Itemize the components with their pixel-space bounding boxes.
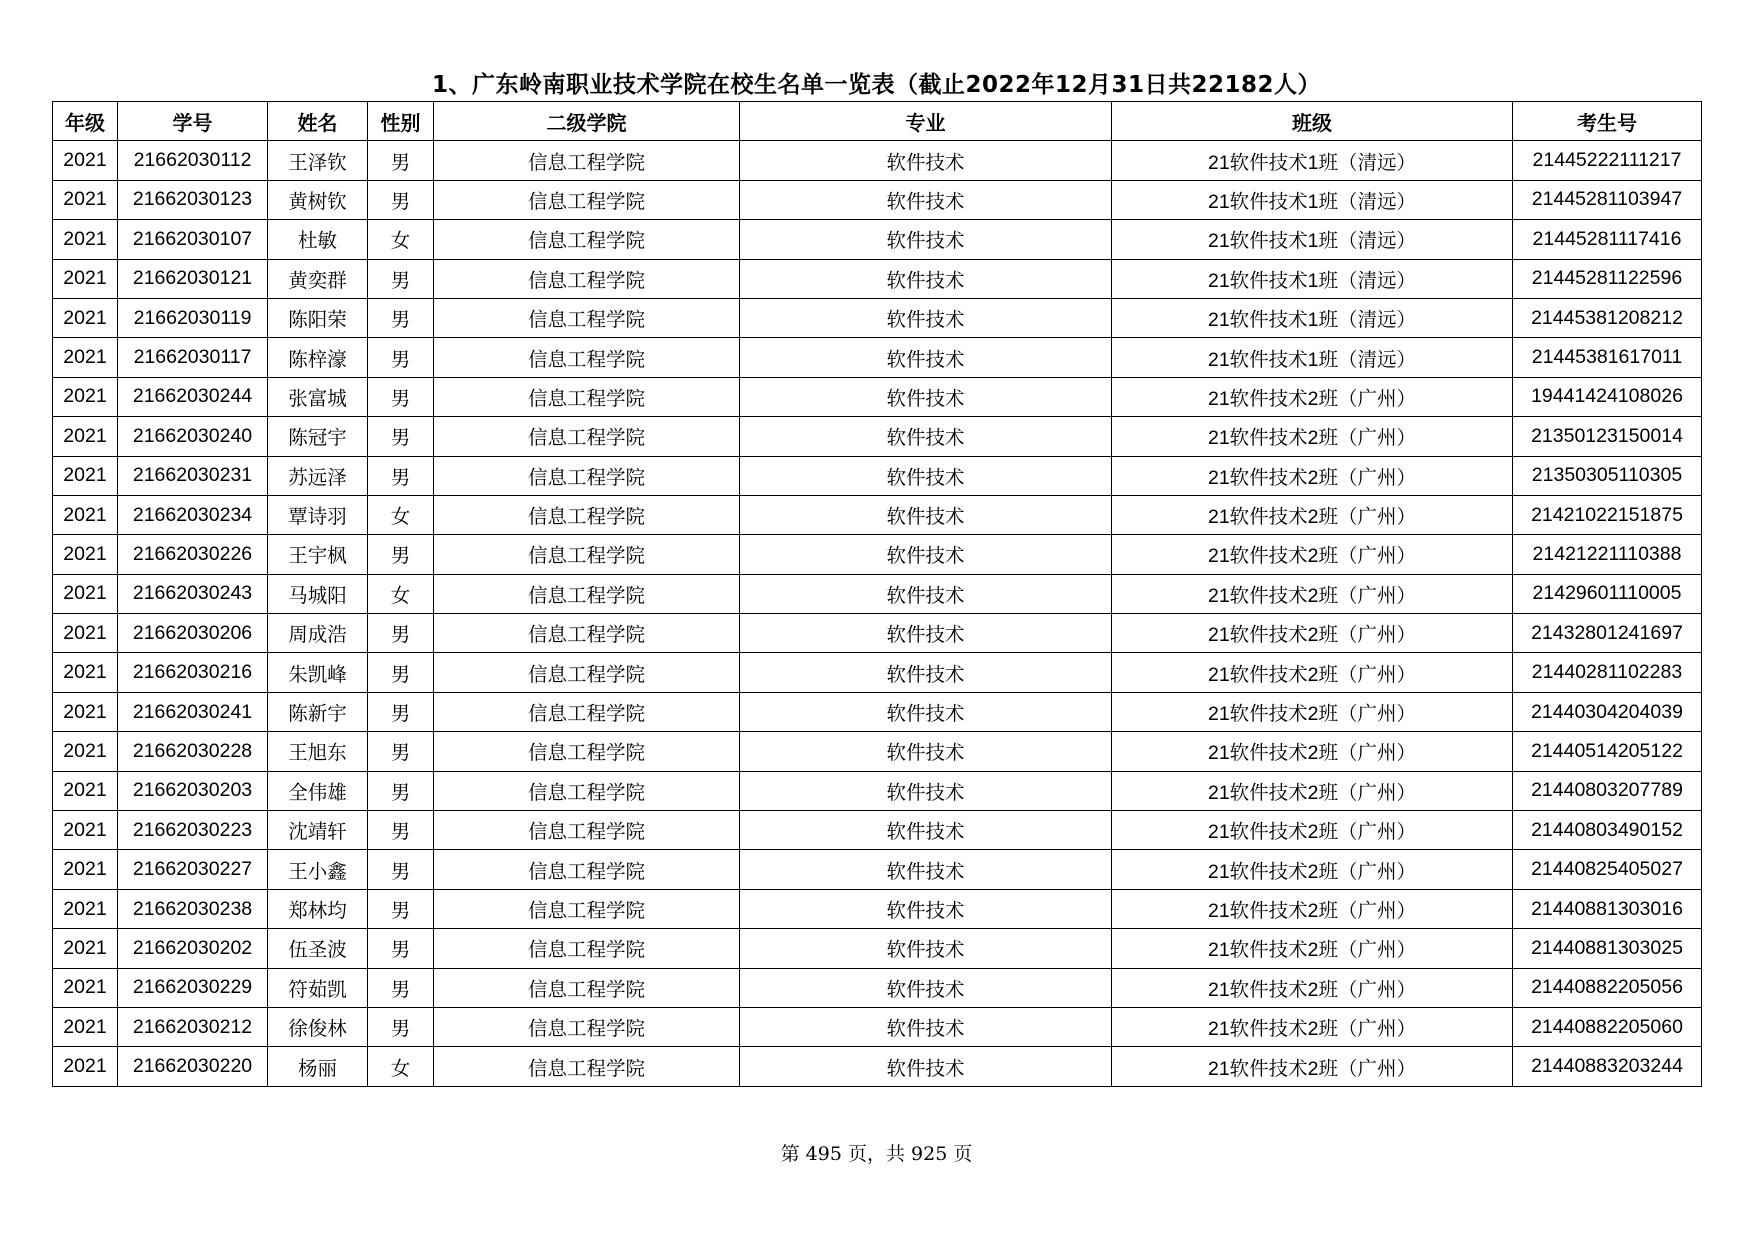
cell-class: 21软件技术1班（清远） (1112, 338, 1513, 377)
cell-grade: 2021 (53, 929, 118, 968)
cell-student-id: 21662030117 (118, 338, 268, 377)
cell-college: 信息工程学院 (434, 220, 740, 259)
cell-college: 信息工程学院 (434, 732, 740, 771)
cell-name: 周成浩 (268, 614, 368, 653)
cell-college: 信息工程学院 (434, 1007, 740, 1046)
cell-exam-number: 21350305110305 (1513, 456, 1702, 495)
cell-name: 王宇枫 (268, 535, 368, 574)
cell-class: 21软件技术1班（清远） (1112, 259, 1513, 298)
table-row (53, 495, 1702, 534)
cell-exam-number: 21445381617011 (1513, 338, 1702, 377)
cell-exam-number: 21440514205122 (1513, 732, 1702, 771)
cell-gender: 女 (368, 495, 434, 534)
table-row (53, 771, 1702, 810)
cell-name: 陈梓濠 (268, 338, 368, 377)
cell-gender: 女 (368, 220, 434, 259)
column-header-name: 姓名 (268, 102, 368, 141)
cell-gender: 男 (368, 535, 434, 574)
column-header-grade: 年级 (53, 102, 118, 141)
table-row (53, 574, 1702, 613)
cell-class: 21软件技术2班（广州） (1112, 614, 1513, 653)
table-row (53, 535, 1702, 574)
cell-college: 信息工程学院 (434, 692, 740, 731)
cell-gender: 男 (368, 850, 434, 889)
cell-college: 信息工程学院 (434, 535, 740, 574)
table-row (53, 298, 1702, 337)
cell-class: 21软件技术2班（广州） (1112, 811, 1513, 850)
cell-gender: 男 (368, 889, 434, 928)
cell-student-id: 21662030121 (118, 259, 268, 298)
cell-major: 软件技术 (740, 1007, 1112, 1046)
cell-class: 21软件技术2班（广州） (1112, 692, 1513, 731)
cell-grade: 2021 (53, 495, 118, 534)
cell-exam-number: 21440881303025 (1513, 929, 1702, 968)
cell-student-id: 21662030234 (118, 495, 268, 534)
table-row (53, 1047, 1702, 1086)
cell-name: 沈靖轩 (268, 811, 368, 850)
cell-name: 陈冠宇 (268, 417, 368, 456)
cell-class: 21软件技术1班（清远） (1112, 180, 1513, 219)
cell-gender: 男 (368, 338, 434, 377)
cell-exam-number: 21440881303016 (1513, 889, 1702, 928)
cell-name: 张富城 (268, 377, 368, 416)
table-row (53, 614, 1702, 653)
cell-exam-number: 21432801241697 (1513, 614, 1702, 653)
cell-exam-number: 21429601110005 (1513, 574, 1702, 613)
table-row (53, 732, 1702, 771)
cell-major: 软件技术 (740, 653, 1112, 692)
table-row (53, 850, 1702, 889)
cell-name: 黄树钦 (268, 180, 368, 219)
cell-college: 信息工程学院 (434, 889, 740, 928)
cell-major: 软件技术 (740, 968, 1112, 1007)
cell-name: 苏远泽 (268, 456, 368, 495)
cell-name: 覃诗羽 (268, 495, 368, 534)
cell-college: 信息工程学院 (434, 574, 740, 613)
cell-student-id: 21662030212 (118, 1007, 268, 1046)
table-row (53, 180, 1702, 219)
cell-student-id: 21662030112 (118, 141, 268, 180)
cell-exam-number: 21440803490152 (1513, 811, 1702, 850)
cell-gender: 男 (368, 141, 434, 180)
cell-name: 符茹凯 (268, 968, 368, 1007)
cell-exam-number: 21445222111217 (1513, 141, 1702, 180)
cell-grade: 2021 (53, 574, 118, 613)
cell-grade: 2021 (53, 298, 118, 337)
cell-gender: 男 (368, 929, 434, 968)
cell-student-id: 21662030229 (118, 968, 268, 1007)
cell-student-id: 21662030240 (118, 417, 268, 456)
cell-exam-number: 21421022151875 (1513, 495, 1702, 534)
table-row (53, 220, 1702, 259)
cell-name: 杜敏 (268, 220, 368, 259)
cell-college: 信息工程学院 (434, 811, 740, 850)
cell-student-id: 21662030243 (118, 574, 268, 613)
cell-college: 信息工程学院 (434, 338, 740, 377)
cell-student-id: 21662030119 (118, 298, 268, 337)
cell-exam-number: 21350123150014 (1513, 417, 1702, 456)
cell-class: 21软件技术2班（广州） (1112, 889, 1513, 928)
cell-grade: 2021 (53, 377, 118, 416)
cell-college: 信息工程学院 (434, 771, 740, 810)
cell-student-id: 21662030227 (118, 850, 268, 889)
cell-gender: 男 (368, 771, 434, 810)
cell-gender: 男 (368, 653, 434, 692)
cell-grade: 2021 (53, 850, 118, 889)
table-row (53, 377, 1702, 416)
cell-exam-number: 21440281102283 (1513, 653, 1702, 692)
cell-gender: 男 (368, 417, 434, 456)
cell-name: 陈阳荣 (268, 298, 368, 337)
cell-student-id: 21662030123 (118, 180, 268, 219)
page-number-footer: 第 495 页，共 925 页 (780, 1143, 973, 1165)
cell-exam-number: 21440825405027 (1513, 850, 1702, 889)
cell-name: 王泽钦 (268, 141, 368, 180)
student-roster-table (52, 101, 1702, 1087)
cell-gender: 男 (368, 377, 434, 416)
cell-major: 软件技术 (740, 456, 1112, 495)
cell-grade: 2021 (53, 968, 118, 1007)
cell-major: 软件技术 (740, 259, 1112, 298)
cell-name: 全伟雄 (268, 771, 368, 810)
table-body (53, 141, 1702, 1086)
cell-class: 21软件技术2班（广州） (1112, 1007, 1513, 1046)
cell-name: 陈新宇 (268, 692, 368, 731)
table-row (53, 1007, 1702, 1046)
cell-major: 软件技术 (740, 495, 1112, 534)
cell-college: 信息工程学院 (434, 929, 740, 968)
cell-name: 郑林均 (268, 889, 368, 928)
cell-student-id: 21662030231 (118, 456, 268, 495)
cell-college: 信息工程学院 (434, 259, 740, 298)
cell-major: 软件技术 (740, 692, 1112, 731)
cell-class: 21软件技术2班（广州） (1112, 417, 1513, 456)
cell-name: 王小鑫 (268, 850, 368, 889)
cell-student-id: 21662030226 (118, 535, 268, 574)
cell-name: 杨丽 (268, 1047, 368, 1086)
cell-major: 软件技术 (740, 180, 1112, 219)
cell-major: 软件技术 (740, 1047, 1112, 1086)
cell-student-id: 21662030241 (118, 692, 268, 731)
cell-college: 信息工程学院 (434, 495, 740, 534)
cell-college: 信息工程学院 (434, 180, 740, 219)
cell-exam-number: 21440882205056 (1513, 968, 1702, 1007)
cell-major: 软件技术 (740, 220, 1112, 259)
column-header-college: 二级学院 (434, 102, 740, 141)
table-row (53, 259, 1702, 298)
column-header-class: 班级 (1112, 102, 1513, 141)
cell-major: 软件技术 (740, 574, 1112, 613)
cell-college: 信息工程学院 (434, 298, 740, 337)
cell-grade: 2021 (53, 417, 118, 456)
cell-gender: 男 (368, 180, 434, 219)
cell-major: 软件技术 (740, 771, 1112, 810)
cell-major: 软件技术 (740, 377, 1112, 416)
cell-grade: 2021 (53, 614, 118, 653)
cell-exam-number: 21440883203244 (1513, 1047, 1702, 1086)
column-header-gender: 性别 (368, 102, 434, 141)
cell-student-id: 21662030206 (118, 614, 268, 653)
cell-gender: 男 (368, 614, 434, 653)
cell-class: 21软件技术1班（清远） (1112, 220, 1513, 259)
table-row (53, 653, 1702, 692)
cell-major: 软件技术 (740, 535, 1112, 574)
cell-major: 软件技术 (740, 811, 1112, 850)
cell-name: 伍圣波 (268, 929, 368, 968)
cell-major: 软件技术 (740, 298, 1112, 337)
cell-class: 21软件技术2班（广州） (1112, 495, 1513, 534)
cell-name: 马城阳 (268, 574, 368, 613)
cell-gender: 男 (368, 811, 434, 850)
cell-exam-number: 21445281122596 (1513, 259, 1702, 298)
cell-grade: 2021 (53, 1047, 118, 1086)
cell-student-id: 21662030202 (118, 929, 268, 968)
cell-class: 21软件技术2班（广州） (1112, 732, 1513, 771)
table-row (53, 692, 1702, 731)
cell-exam-number: 21445381208212 (1513, 298, 1702, 337)
cell-grade: 2021 (53, 456, 118, 495)
cell-college: 信息工程学院 (434, 850, 740, 889)
table-header-row (53, 102, 1702, 141)
column-header-exam-number: 考生号 (1513, 102, 1702, 141)
cell-grade: 2021 (53, 535, 118, 574)
cell-college: 信息工程学院 (434, 653, 740, 692)
cell-major: 软件技术 (740, 889, 1112, 928)
cell-name: 朱凯峰 (268, 653, 368, 692)
cell-college: 信息工程学院 (434, 1047, 740, 1086)
cell-gender: 男 (368, 968, 434, 1007)
cell-major: 软件技术 (740, 732, 1112, 771)
cell-class: 21软件技术2班（广州） (1112, 929, 1513, 968)
cell-grade: 2021 (53, 338, 118, 377)
cell-class: 21软件技术1班（清远） (1112, 141, 1513, 180)
cell-gender: 男 (368, 259, 434, 298)
cell-class: 21软件技术2班（广州） (1112, 771, 1513, 810)
cell-student-id: 21662030216 (118, 653, 268, 692)
cell-major: 软件技术 (740, 614, 1112, 653)
cell-gender: 男 (368, 298, 434, 337)
cell-student-id: 21662030220 (118, 1047, 268, 1086)
cell-grade: 2021 (53, 889, 118, 928)
cell-exam-number: 21440304204039 (1513, 692, 1702, 731)
cell-major: 软件技术 (740, 417, 1112, 456)
cell-gender: 女 (368, 574, 434, 613)
cell-class: 21软件技术2班（广州） (1112, 456, 1513, 495)
cell-class: 21软件技术2班（广州） (1112, 574, 1513, 613)
cell-grade: 2021 (53, 141, 118, 180)
table-row (53, 456, 1702, 495)
cell-grade: 2021 (53, 811, 118, 850)
page-title: 1、广东岭南职业技术学院在校生名单一览表（截止2022年12月31日共22182人） (431, 72, 1322, 98)
cell-student-id: 21662030244 (118, 377, 268, 416)
cell-grade: 2021 (53, 1007, 118, 1046)
cell-college: 信息工程学院 (434, 456, 740, 495)
cell-name: 黄奕群 (268, 259, 368, 298)
column-header-major: 专业 (740, 102, 1112, 141)
cell-gender: 男 (368, 1007, 434, 1046)
cell-major: 软件技术 (740, 338, 1112, 377)
cell-major: 软件技术 (740, 141, 1112, 180)
cell-college: 信息工程学院 (434, 377, 740, 416)
cell-class: 21软件技术2班（广州） (1112, 653, 1513, 692)
table-row (53, 929, 1702, 968)
table-row (53, 338, 1702, 377)
cell-exam-number: 21440882205060 (1513, 1007, 1702, 1046)
table-row (53, 889, 1702, 928)
table-row (53, 141, 1702, 180)
cell-exam-number: 21440803207789 (1513, 771, 1702, 810)
cell-name: 王旭东 (268, 732, 368, 771)
cell-class: 21软件技术2班（广州） (1112, 377, 1513, 416)
column-header-student-id: 学号 (118, 102, 268, 141)
cell-major: 软件技术 (740, 850, 1112, 889)
cell-student-id: 21662030228 (118, 732, 268, 771)
cell-major: 软件技术 (740, 929, 1112, 968)
cell-grade: 2021 (53, 653, 118, 692)
table-row (53, 811, 1702, 850)
cell-grade: 2021 (53, 259, 118, 298)
cell-gender: 女 (368, 1047, 434, 1086)
cell-gender: 男 (368, 732, 434, 771)
cell-college: 信息工程学院 (434, 141, 740, 180)
cell-class: 21软件技术2班（广州） (1112, 968, 1513, 1007)
cell-class: 21软件技术2班（广州） (1112, 1047, 1513, 1086)
cell-exam-number: 21445281103947 (1513, 180, 1702, 219)
cell-college: 信息工程学院 (434, 968, 740, 1007)
cell-exam-number: 19441424108026 (1513, 377, 1702, 416)
cell-student-id: 21662030203 (118, 771, 268, 810)
cell-grade: 2021 (53, 732, 118, 771)
cell-exam-number: 21421221110388 (1513, 535, 1702, 574)
cell-gender: 男 (368, 456, 434, 495)
cell-grade: 2021 (53, 220, 118, 259)
cell-name: 徐俊林 (268, 1007, 368, 1046)
cell-college: 信息工程学院 (434, 417, 740, 456)
cell-student-id: 21662030107 (118, 220, 268, 259)
cell-exam-number: 21445281117416 (1513, 220, 1702, 259)
cell-student-id: 21662030238 (118, 889, 268, 928)
cell-grade: 2021 (53, 180, 118, 219)
cell-student-id: 21662030223 (118, 811, 268, 850)
cell-class: 21软件技术2班（广州） (1112, 850, 1513, 889)
cell-class: 21软件技术2班（广州） (1112, 535, 1513, 574)
cell-class: 21软件技术1班（清远） (1112, 298, 1513, 337)
cell-college: 信息工程学院 (434, 614, 740, 653)
cell-grade: 2021 (53, 771, 118, 810)
cell-gender: 男 (368, 692, 434, 731)
table-row (53, 417, 1702, 456)
cell-grade: 2021 (53, 692, 118, 731)
table-row (53, 968, 1702, 1007)
